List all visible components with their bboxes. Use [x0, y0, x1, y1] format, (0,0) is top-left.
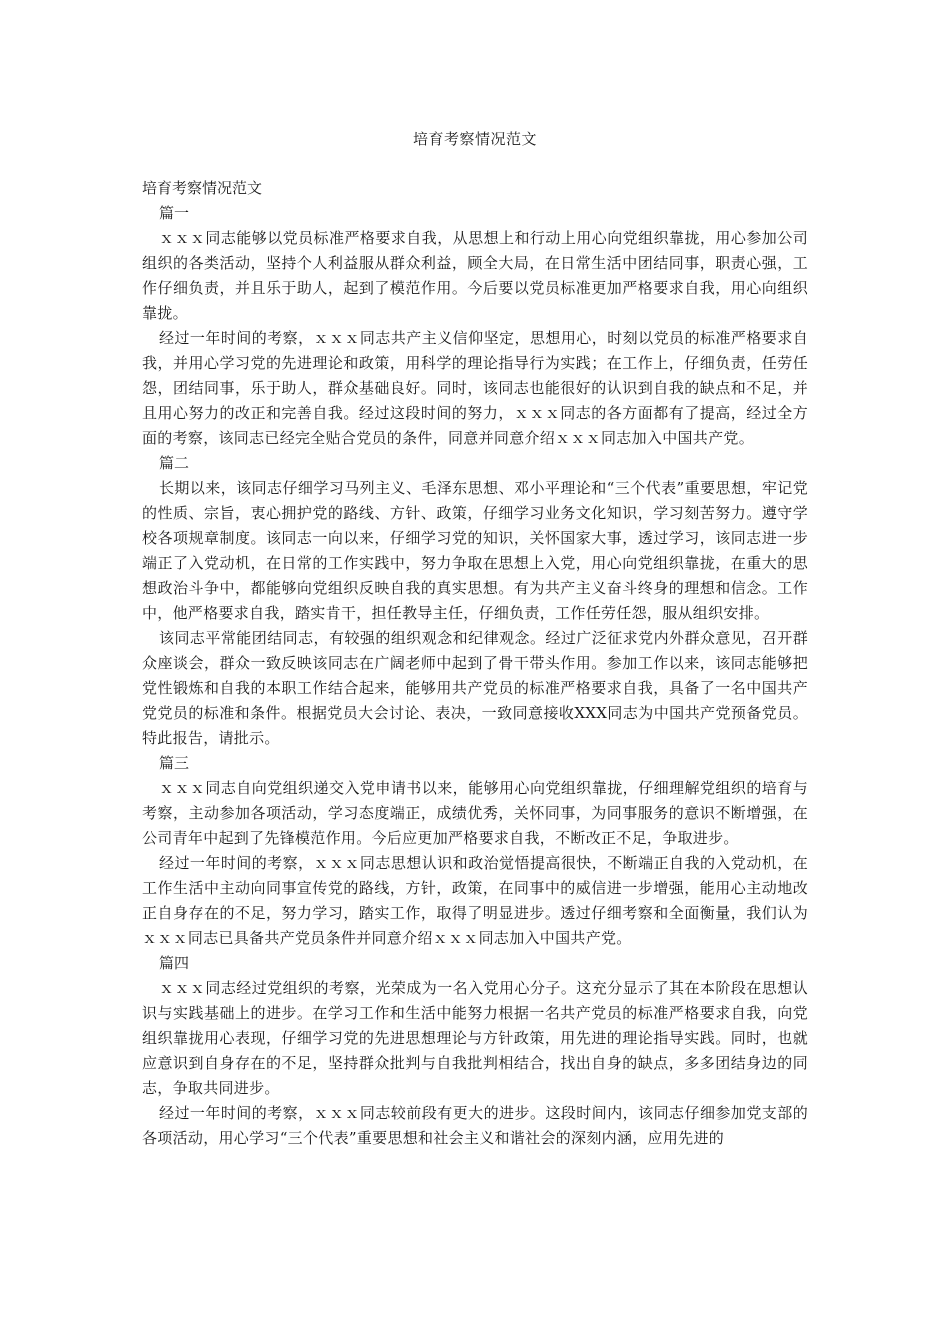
section-heading: 篇三 — [159, 754, 190, 772]
paragraph: ｘｘｘ同志经过党组织的考察，光荣成为一名入党用心分子。这充分显示了其在本阶段在思想认识与实践基础上的进步。在学习工作和生活中能努力根据一名共产党员的标准严格要求自我，向党组织靠拢用心表现，仔细学习党的先进思想理论与方针政策，用先进的理论指导实践。同时，也就应意识到自身存在的不足，坚持群众批判与自我批判相结合，找出自身的缺点，多多团结身边的同志，争取共同进步。 — [142, 979, 808, 1097]
paragraph: 经过一年时间的考察，ｘｘｘ同志较前段有更大的进步。这段时间内，该同志仔细参加党支部的各项活动，用心学习“三个代表”重要思想和社会主义和谐社会的深刻内涵，应用先进的 — [142, 1104, 808, 1147]
section-heading: 篇一 — [159, 204, 190, 222]
section-2 — [142, 451, 808, 751]
paragraph: 该同志平常能团结同志，有较强的组织观念和纪律观念。经过广泛征求党内外群众意见，召开群众座谈会，群众一致反映该同志在广阔老师中起到了骨干带头作用。参加工作以来，该同志能够把党性锻炼和自我的本职工作结合起来，能够用共产党员的标准严格要求自我，具备了一名中国共产党党员的标准和条件。根据党员大会讨论、表决，一致同意接收XXX同志为中国共产党预备党员。特此报告，请批示。 — [142, 629, 808, 747]
section-3 — [142, 751, 808, 951]
paragraph: 经过一年时间的考察，ｘｘｘ同志思想认识和政治觉悟提高很快，不断端正自我的入党动机，在工作生活中主动向同事宣传党的路线，方针，政策，在同事中的威信进一步增强，能用心主动地改正自身存在的不足，努力学习，踏实工作，取得了明显进步。透过仔细考察和全面衡量，我们认为ｘｘｘ同志已具备共产党员条件并同意介绍ｘｘｘ同志加入中国共产党。 — [142, 854, 808, 947]
document-title: 培育考察情况范文 — [412, 130, 537, 148]
document-page — [142, 128, 808, 1151]
section-4 — [142, 951, 808, 1151]
paragraph: ｘｘｘ同志自向党组织递交入党申请书以来，能够用心向党组织靠拢，仔细理解党组织的培育与考察，主动参加各项活动，学习态度端正，成绩优秀，关怀同事，为同事服务的意识不断增强，在公司青年中起到了先锋模范作用。今后应更加严格要求自我，不断改正不足，争取进步。 — [142, 779, 808, 847]
paragraph: 长期以来，该同志仔细学习马列主义、毛泽东思想、邓小平理论和“三个代表”重要思想，牢记党的性质、宗旨，衷心拥护党的路线、方针、政策，仔细学习业务文化知识，学习刻苦努力。遵守学校各项规章制度。该同志一向以来，仔细学习党的知识，关怀国家大事，透过学习，该同志进一步端正了入党动机，在日常的工作实践中，努力争取在思想上入党，用心向党组织靠拢，在重大的思想政治斗争中，都能够向党组织反映自我的真实思想。有为共产主义奋斗终身的理想和信念。工作中，他严格要求自我，踏实肯干，担任教导主任，仔细负责，工作任劳任怨，服从组织安排。 — [142, 479, 808, 622]
paragraph: ｘｘｘ同志能够以党员标准严格要求自我，从思想上和行动上用心向党组织靠拢，用心参加公司组织的各类活动，坚持个人利益服从群众利益，顾全大局，在日常生活中团结同事，职责心强，工作仔细负责，并且乐于助人，起到了模范作用。今后要以党员标准更加严格要求自我，用心向组织靠拢。 — [142, 229, 808, 322]
document-subtitle: 培育考察情况范文 — [142, 179, 263, 197]
paragraph: 经过一年时间的考察，ｘｘｘ同志共产主义信仰坚定，思想用心，时刻以党员的标准严格要求自我，并用心学习党的先进理论和政策，用科学的理论指导行为实践；在工作上，仔细负责，任劳任怨，团结同事，乐于助人，群众基础良好。同时，该同志也能很好的认识到自我的缺点和不足，并且用心努力的改正和完善自我。经过这段时间的努力，ｘｘｘ同志的各方面都有了提高，经过全方面的考察，该同志已经完全贴合党员的条件，同意并同意介绍ｘｘｘ同志加入中国共产党。 — [142, 329, 808, 447]
section-1 — [142, 201, 808, 451]
section-heading: 篇二 — [159, 454, 190, 472]
section-heading: 篇四 — [159, 954, 190, 972]
